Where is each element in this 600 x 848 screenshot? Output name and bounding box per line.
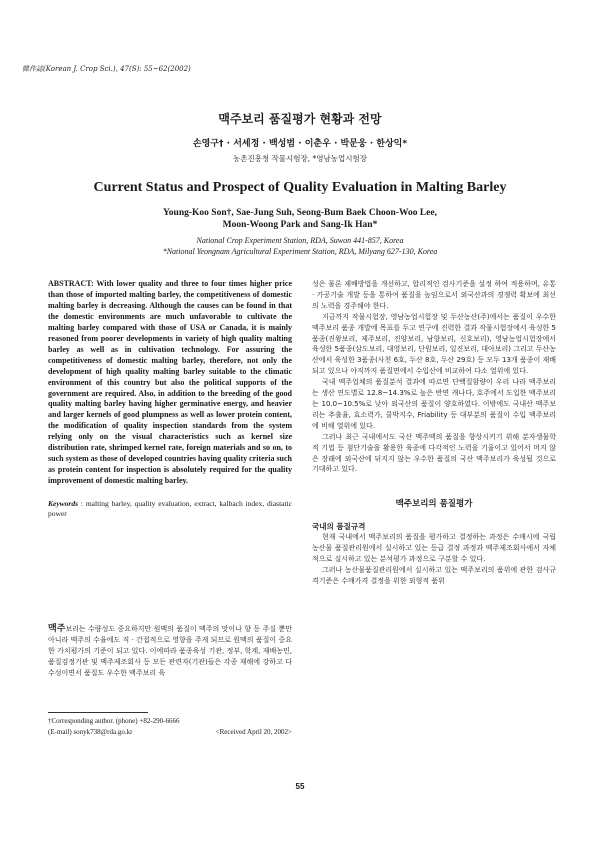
english-affiliation-line-1: National Crop Experiment Station, RDA, Suwon 441-857, Korea [196,236,404,245]
footnote-email: (E-mail) sonyk738@rda.go.kr [48,728,133,736]
english-authors [0,207,600,231]
introduction [48,624,292,679]
english-title: Current Status and Prospect of Quality Evaluation in Malting Barley [93,180,507,195]
english-affiliation-line-2: *National Yeongnam Agricultural Experiment Station, RDA, Milyang 627-130, Korea [162,247,438,256]
footnote-divider [48,712,148,713]
right-paragraph-4: 그러나 최근 국내에서도 국산 맥주맥의 품질을 향상시키기 위해 분자생물학적 기법 등 첨단기술을 활용한 육종에 다각적인 노력을 기울이고 있어서 머지 않은 장래에 외국산에 뒤지지 않는 우수한 품질의 국산 맥주보리가 육성될 것으로 기대하고 있다. [312,432,556,474]
right-paragraph-3: 국내 맥주업체의 품질분석 결과에 따르면 단백질함량이 우리 나라 맥주보리는 생산 연도별로 12.8~14.3%로 높은 반면 캐나다, 호주에서 도입한 맥주보리는 10.0~10.5%로 낮아 외국산의 품질이 양호하였다. 이밖에도 국내산 맥주보리는 추출율, 효소력가, 쿨박지수, Friability 등 대부분의 품질이 수입 맥주보리에 비해 열위에 있다. [312,378,556,430]
right-paragraph-2: 지금까지 작물시험장, 영남농업시험장 및 두산농산(주)에서는 품질이 우수한 맥주보리 품종 개발에 목표를 두고 연구에 진력한 결과 작물시험장에서 육성한 5품종(진왕보리, 제주보리, 진양보리, 남향보리, 신호보리), 영남농업시험장에서 육성한 5품종(삼도보리, 대영보리, 단원보리, 일진보리, 대아보리) 그리고 두산농산에서 육성한 3품종(사천 6호, 두산 8호, 두산 29호) 등 모두 13개 품종이 재배되고 있으나 아직까지 품질면에서 수입산에 비교하여 다소 열위에 있다. [312,312,557,376]
introduction-paragraph [48,624,292,679]
keywords [48,499,292,519]
right-paragraph-6: 그러나 농산물품질관리원에서 실시하고 있는 맥주보리의 품위에 관한 검사규격기준은 수매가격 결정을 위한 외형적 품위 [312,566,556,585]
english-affiliation [0,235,600,257]
keywords-text: : malting barley, quality evaluation, extract, kalbach index, diastatic power [48,499,292,519]
korean-authors: 손영구† · 서세정 · 백성범 · 이춘우 · 박문웅 · 한상익* [192,139,408,149]
keywords-label: Keywords [48,499,78,509]
introduction-text: 보리는 수량성도 중요하지만 원맥의 품질이 맥주의 맛이나 향 등 주실 뿐만 아니라 맥주의 수율에도 직 · 간접적으로 영향을 주게 되므로 원맥의 품질이 중요한 가치평가의 기준이 되고 있다. 이에따라 품종육성 기관, 정부, 학계, 재배농민, 품질검정기관 및 맥주제조회사 등 모든 관련자(기관)들은 각종 재해에 강하고 다수성이면서 품질도 우수한 맥주보리 육 [48,625,292,677]
english-authors-line-2: Moon-Woong Park and Sang-Ik Han* [222,220,378,230]
section-heading: 맥주보리의 품질평가 [395,499,473,510]
right-paragraph-5: 현재 국내에서 맥주보리의 품질을 평가하고 결정하는 과정은 수매시에 국립농산물 품질관리원에서 실시하고 있는 등급 결정 과정과 맥주제조회사에서 자체적으로 실시하고 있는 분석평가 과정으로 구분할 수 있다. [312,533,556,564]
footnote [48,716,292,738]
korean-title: 맥주보리 품질평가 현황과 전망 [218,112,382,126]
abstract: ABSTRACT: With lower quality and three to four times higher price than those of imported malting barley, the competitiveness of domestic malting barley is decreasing. Although the causes can be found in that the domestic environments are much unfavorable to cultivate the malting barley compared with those of USA or Canada, it is mainly reasoned from poorer developments in variety of high quality malting barley as well as in cultivation technology. For assuring the competitiveness of domestic malting barley, therefore, not only the development of high quality malting barley suitable to the climatic environment of this country but also the political supports of the government are required. Also, in addition to the breeding of the good quality malting barley having higher germinative energy, and heavier and larger kernels of good plumpness as well as lower protein content, the modification of quality inspection standards from the system relying only on the visual characteristics such as kernel size distribution rate, shrimped kernel rate, foreign materials and so on, to such system as those of developed countries having quality criteria such as protein content for inspection is absolutely required for the quality improvement of domestic malting barley. [48,279,292,486]
subsection-heading: 국내의 품질규격 [312,522,366,532]
left-column [48,279,292,519]
english-authors-line-1: Young-Koo Son†, Sae-Jung Suh, Seong-Bum Baek Choon-Woo Lee, [163,208,437,218]
footnote-received: <Received April 20, 2002> [215,728,292,736]
korean-affiliation: 농촌진흥청 작물시험장, *영남농업시험장 [232,154,368,163]
right-column [312,279,556,587]
page-number: 55 [295,782,305,791]
journal-reference: 韓作誌(Korean J. Crop Sci.), 47(S): 55~62(2002) [22,65,191,73]
introduction-lead: 맥주 [48,624,66,634]
right-paragraph-1: 성은 물론 제배방법을 개선하고, 합리적인 검사기준을 설정 하여 적용하며, 유통 · 가공기술 개발 등을 통하여 품질을 높임으로서 외국산과의 경쟁력 확보에 최선의 노력을 경주해야 한다. [312,280,556,310]
footnote-corresponding: †Corresponding author. (phone) +82-290-6666 [48,717,180,725]
footnote-row [48,727,292,738]
